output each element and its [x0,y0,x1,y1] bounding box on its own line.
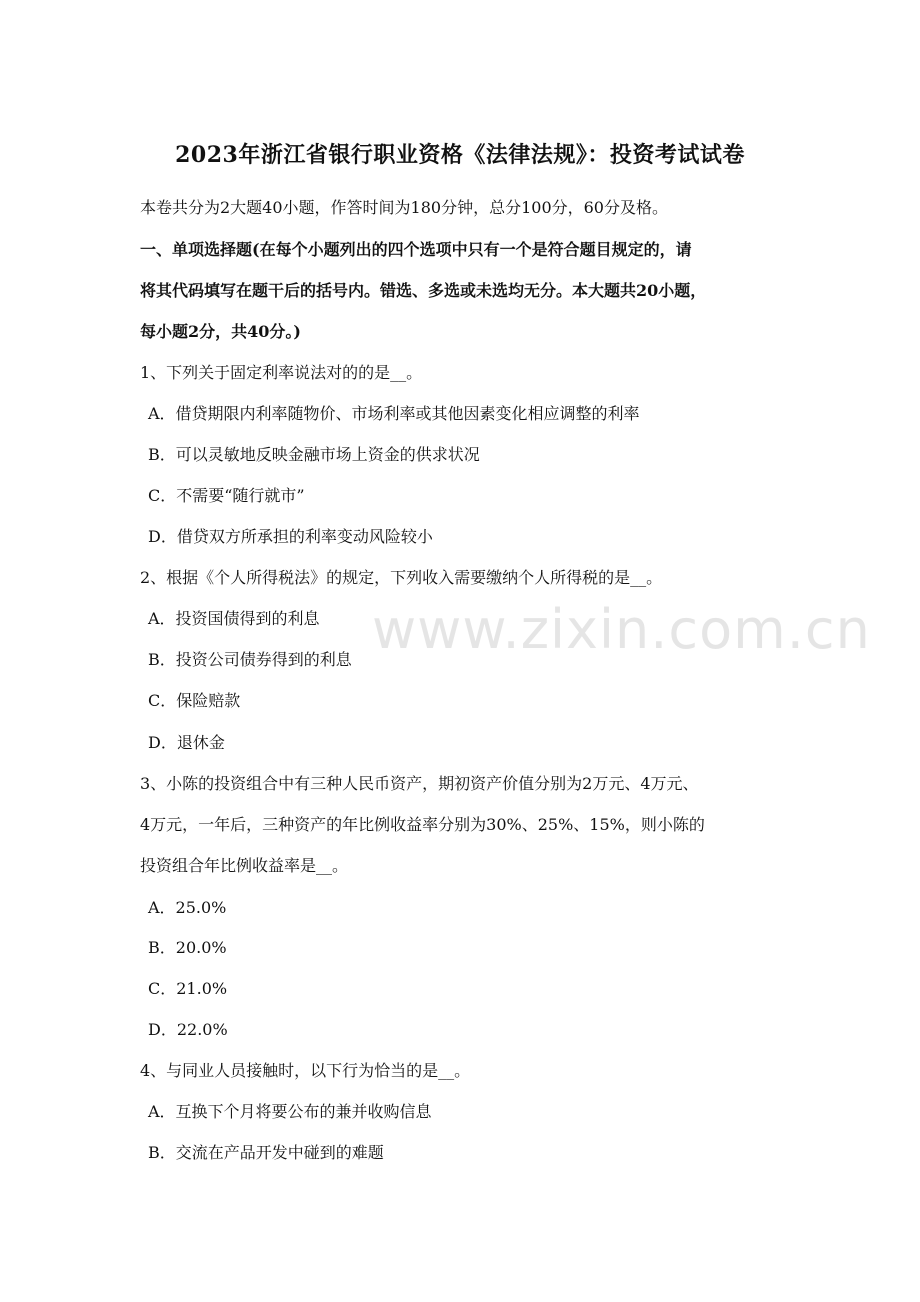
question-2-option-c: C．保险赔款 [148,691,241,710]
section-heading-line-2: 将其代码填写在题干后的括号内。错选、多选或未选均无分。本大题共20小题， [140,281,707,300]
section-heading-line-1: 一、单项选择题(在每个小题列出的四个选项中只有一个是符合题目规定的，请 [140,240,692,259]
exam-intro: 本卷共分为2大题40小题，作答时间为180分钟，总分100分，60分及格。 [140,198,668,217]
question-4-stem: 4、与同业人员接触时，以下行为恰当的是__。 [140,1061,471,1080]
question-3-option-b: B．20.0% [148,938,227,957]
question-1-option-a: A．借贷期限内利率随物价、市场利率或其他因素变化相应调整的利率 [148,404,640,423]
watermark: www.zixin.com.cn [372,598,871,661]
question-1-stem: 1、下列关于固定利率说法对的的是__。 [140,363,423,382]
question-2-option-a: A．投资国债得到的利息 [148,609,320,628]
question-1-option-b: B．可以灵敏地反映金融市场上资金的供求状况 [148,445,480,464]
question-4-option-a: A．互换下个月将要公布的兼并收购信息 [148,1102,432,1121]
question-3-stem-line-2: 4万元，一年后，三种资产的年比例收益率分别为30%、25%、15%，则小陈的 [140,815,705,834]
question-2-option-d: D．退休金 [148,733,225,752]
question-3-option-a: A．25.0% [148,898,227,917]
question-3-stem-line-1: 3、小陈的投资组合中有三种人民币资产，期初资产价值分别为2万元、4万元、 [140,774,699,793]
section-heading-line-3: 每小题2分，共40分。) [140,322,301,341]
question-2-stem: 2、根据《个人所得税法》的规定，下列收入需要缴纳个人所得税的是__。 [140,568,663,587]
question-1-option-d: D．借贷双方所承担的利率变动风险较小 [148,527,433,546]
question-3-stem-line-3: 投资组合年比例收益率是__。 [140,856,349,875]
question-2-option-b: B．投资公司债券得到的利息 [148,650,352,669]
page-title: 2023年浙江省银行职业资格《法律法规》：投资考试试卷 [175,142,745,168]
question-3-option-c: C．21.0% [148,979,228,998]
question-4-option-b: B．交流在产品开发中碰到的难题 [148,1143,384,1162]
question-1-option-c: C．不需要“随行就市” [148,486,305,505]
question-3-option-d: D．22.0% [148,1020,228,1039]
